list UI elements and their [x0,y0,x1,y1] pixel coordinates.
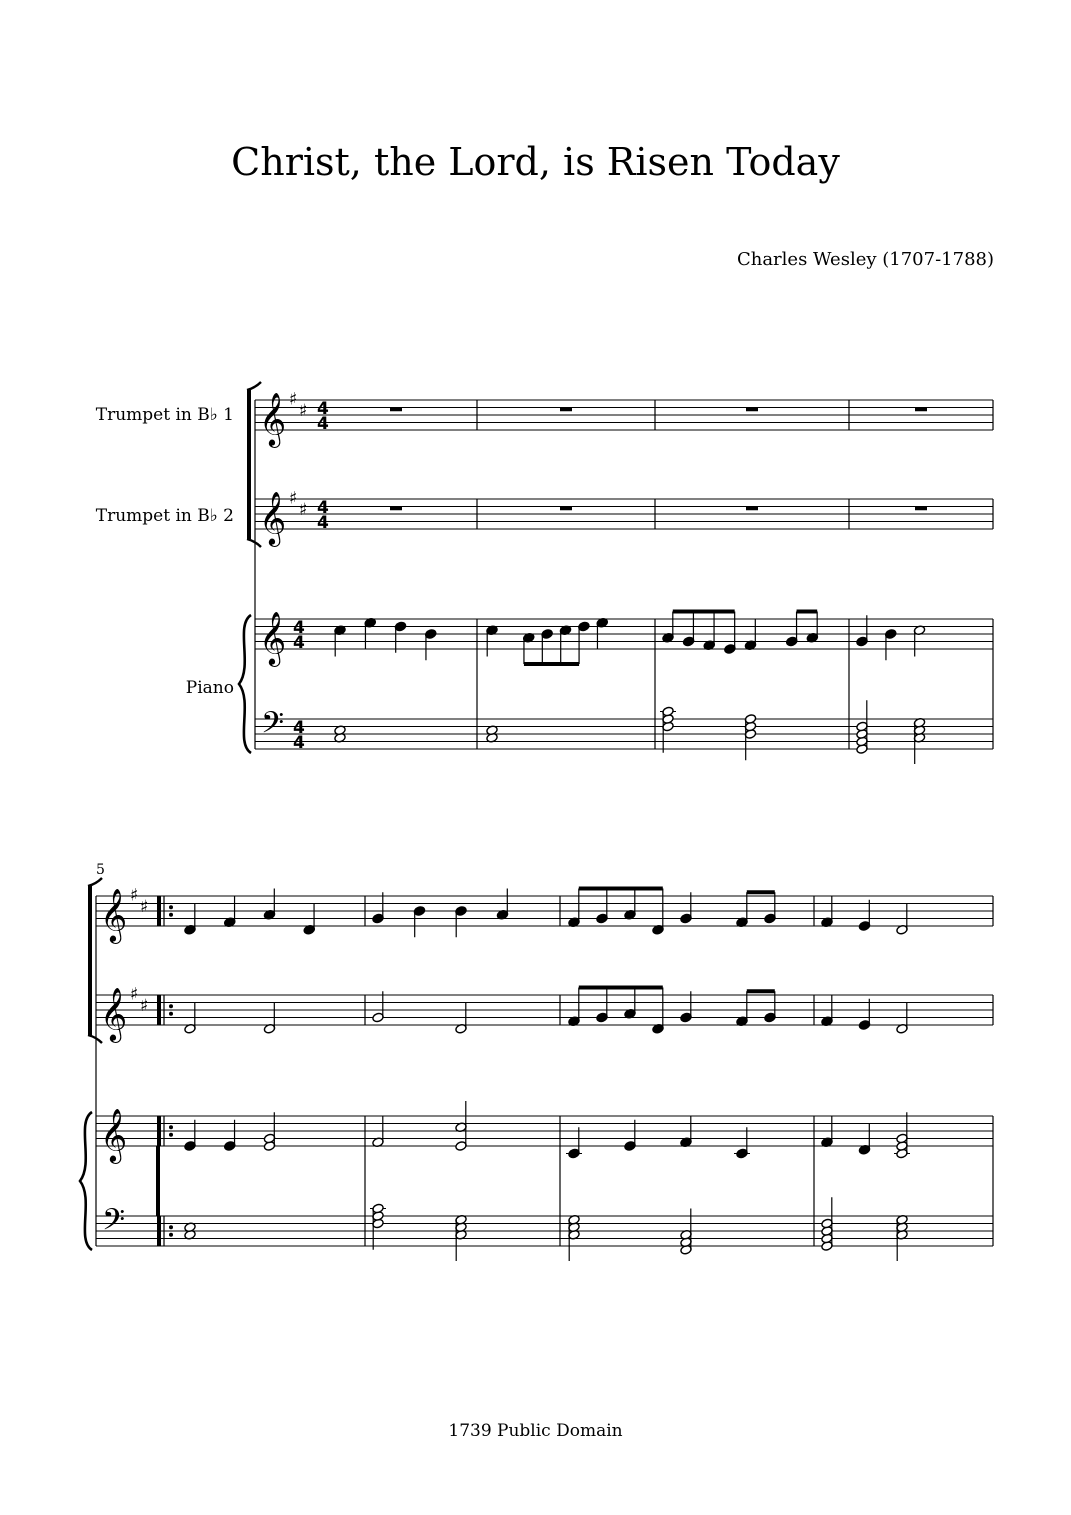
whole-rest-icon [560,408,572,412]
whole-rest-icon [390,408,402,412]
bracket [88,886,92,1035]
bass-clef-icon: 𝄢 [102,1203,126,1245]
sharp-icon: ♯ [289,389,298,410]
sharp-icon: ♯ [130,984,139,1005]
whole-rest-icon [746,507,758,511]
time-signature-numerator: 4 [317,399,329,419]
copyright-footer: 1739 Public Domain [448,1421,623,1441]
time-signature-denominator: 4 [293,633,305,653]
instrument-label-piano: Piano [185,678,234,698]
bracket [247,390,251,539]
treble-clef-icon: 𝄞 [259,490,287,545]
composer-credit: Charles Wesley (1707-1788) [736,249,994,270]
whole-rest-icon [390,507,402,511]
treble-clef-icon: 𝄞 [100,1107,128,1162]
whole-rest-icon [915,408,927,412]
sharp-icon: ♯ [289,488,298,509]
treble-clef-icon: 𝄞 [100,986,128,1041]
repeat-dot [169,1125,173,1129]
bracket [247,382,261,390]
time-signature-numerator: 4 [293,618,305,638]
time-signature-numerator: 4 [317,498,329,518]
repeat-dot [169,905,173,909]
repeat-dot [169,913,173,917]
score-title: Christ, the Lord, is Risen Today [231,140,840,184]
whole-rest-icon [746,408,758,412]
whole-rest-icon [560,507,572,511]
repeat-dot [169,1133,173,1137]
sharp-icon: ♯ [299,400,308,421]
treble-clef-icon: 𝄞 [259,610,287,665]
time-signature-denominator: 4 [293,733,305,753]
instrument-label-trumpet-1: Trumpet in B♭ 1 [95,405,234,425]
sharp-icon: ♯ [140,995,149,1016]
repeat-barline [157,896,161,926]
sharp-icon: ♯ [130,885,139,906]
treble-clef-icon: 𝄞 [259,391,287,446]
repeat-barline [157,995,161,1025]
time-signature-numerator: 4 [293,718,305,738]
treble-clef-icon: 𝄞 [100,887,128,942]
bracket [88,878,102,886]
piano-brace [239,615,251,753]
sharp-icon: ♯ [140,896,149,917]
repeat-dot [169,1004,173,1008]
bass-clef-icon: 𝄢 [261,706,285,748]
repeat-barline [157,1116,161,1146]
repeat-barline [157,1216,161,1246]
repeat-dot [169,1233,173,1237]
repeat-dot [169,1225,173,1229]
piano-brace [80,1112,92,1250]
instrument-label-trumpet-2: Trumpet in B♭ 2 [95,506,234,526]
whole-rest-icon [915,507,927,511]
sharp-icon: ♯ [299,499,308,520]
time-signature-denominator: 4 [317,414,329,434]
time-signature-denominator: 4 [317,513,329,533]
repeat-dot [169,1012,173,1016]
measure-number: 5 [96,862,105,878]
